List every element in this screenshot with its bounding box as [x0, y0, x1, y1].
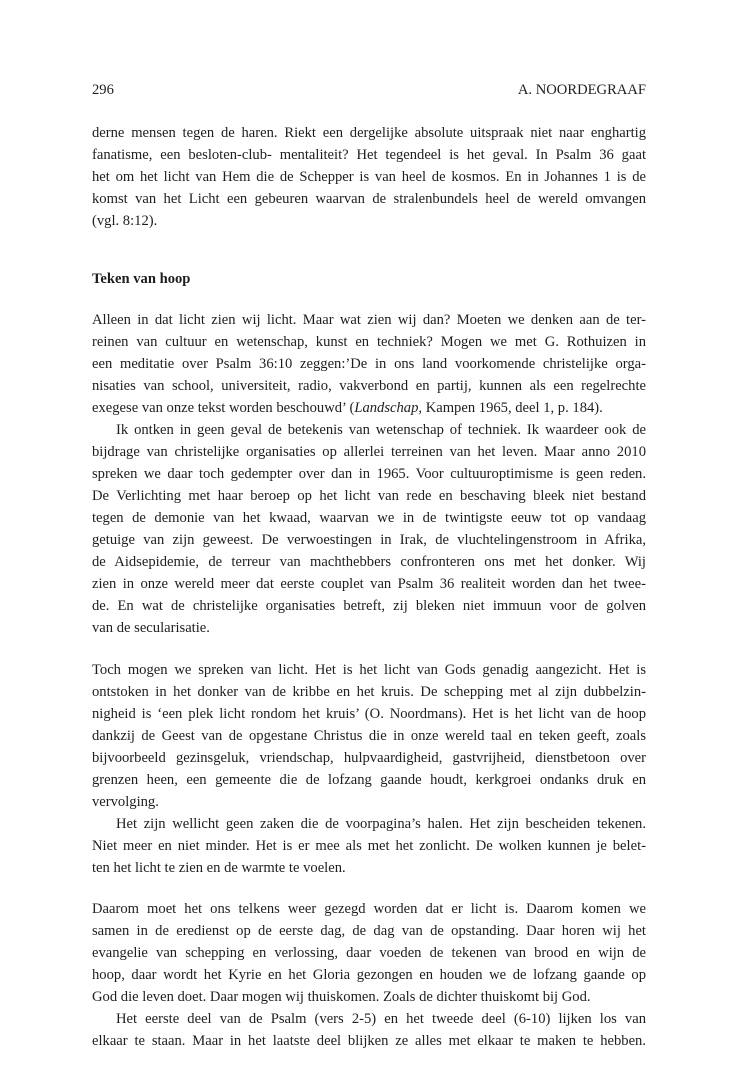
text-line: derne mensen tegen de haren. Riekt een dergelijke absolute uitspraak niet naar enghartig [92, 125, 646, 141]
text-line: Ik ontken in geen geval de betekenis van wetenschap of techniek. Ik waardeer ook de [116, 422, 646, 438]
book-title: Landschap [354, 400, 419, 416]
text-line: vervolging. [92, 794, 159, 810]
text-line: komst van het Licht een gebeuren waarvan de stralenbundels heel de wereld omvangen [92, 191, 646, 207]
text-line: samen in de eredienst op de eerste dag, de dag van de opstanding. Daar horen wij het [92, 923, 646, 939]
text-line: getuige van zijn geweest. De verwoestingen in Irak, de vluchtelingenstroom in Afrika, [92, 532, 646, 548]
page-header [92, 80, 646, 100]
text-line: een meditatie over Psalm 36:10 zeggen:’De in ons land voorkomende christelijke orga- [92, 356, 646, 372]
text-line: God die leven doet. Daar mogen wij thuiskomen. Zoals de dichter thuiskomt bij God. [92, 989, 591, 1005]
text-line: dankzij de Geest van de opgestane Christus die in onze wereld taal en teken geeft, zoals [92, 728, 646, 744]
text-line: spreken we daar toch gedempter over dan in 1965. Voor cultuuroptimisme is geen reden. [92, 466, 646, 482]
text-line: Alleen in dat licht zien wij licht. Maar wat zien wij dan? Moeten we denken aan de ter- [92, 312, 646, 328]
page-number: 296 [92, 82, 114, 98]
text-line: bijvoorbeeld gezinsgeluk, vriendschap, hulpvaardigheid, gastvrijheid, dienstbetoon over [92, 750, 646, 766]
text-line: de. En wat de christelijke organisaties betreft, zij bleken niet immuun voor de golven [92, 598, 646, 614]
text-line: nisaties van school, universiteit, radio, vakverbond en partij, kunnen als een regelrechte [92, 378, 646, 394]
text-line: Het zijn wellicht geen zaken die de voorpagina’s halen. Het zijn bescheiden tekenen. [116, 816, 646, 832]
text-line: Het eerste deel van de Psalm (vers 2-5) en het tweede deel (6-10) lijken los van [116, 1011, 646, 1027]
text-line: bijdrage van christelijke organisaties op allerlei terreinen van het leven. Maar anno 2010 [92, 444, 646, 460]
text-fragment: , Kampen 1965, deel 1, p. 184). [418, 400, 603, 416]
text-line: van de secularisatie. [92, 620, 210, 636]
text-line: De Verlichting met haar beroep op het licht van rede en beschaving bleek niet bestand [92, 488, 646, 504]
text-line: tegen de demonie van het kwaad, waarvan we in de twintigste eeuw tot op vandaag [92, 510, 646, 526]
text-line: fanatisme, een besloten-club- mentaliteit? Het tegendeel is het geval. In Psalm 36 gaat [92, 147, 646, 163]
text-line: reinen van cultuur en wetenschap, kunst en techniek? Mogen we met G. Rothuizen in [92, 334, 646, 350]
text-line: zien in onze wereld meer dat eerste couplet van Psalm 36 realiteit worden dan het twee- [92, 576, 646, 592]
text-line: Niet meer en niet minder. Het is er mee als met het zonlicht. De wolken kunnen je belet- [92, 838, 646, 854]
text-line: ontstoken in het donker van de kribbe en het kruis. De schepping met al zijn dubbelzin- [92, 684, 646, 700]
text-line: de Aidsepidemie, de terreur van machthebbers confronteren ons met het donker. Wij [92, 554, 646, 570]
text-fragment: exegese van onze tekst worden beschouwd’ ( [92, 400, 355, 416]
section-heading: Teken van hoop [92, 271, 191, 287]
text-line: ten het licht te zien en de warmte te voelen. [92, 860, 346, 876]
text-line-with-citation [92, 397, 646, 419]
text-line: evangelie van schepping en verlossing, daar voeden de tekenen van brood en wijn de [92, 945, 646, 961]
text-line: Daarom moet het ons telkens weer gezegd worden dat er licht is. Daarom komen we [92, 901, 646, 917]
text-line: hoop, daar wordt het Kyrie en het Gloria gezongen en houden we de lofzang gaande op [92, 967, 646, 983]
text-line: grenzen heen, een gemeente die de lofzang gaande houdt, kerkgroei ondanks druk en [92, 772, 646, 788]
text-line: elkaar te staan. Maar in het laatste deel blijken ze alles met elkaar te maken te hebben. [92, 1033, 646, 1049]
running-head: A. NOORDEGRAAF [517, 82, 646, 98]
text-line: (vgl. 8:12). [92, 213, 158, 229]
text-line: het om het licht van Hem die de Schepper is van heel de kosmos. En in Johannes 1 is de [92, 169, 646, 185]
text-line: nigheid is ‘een plek licht rondom het kruis’ (O. Noordmans). Het is het licht van de hoop [92, 706, 646, 722]
text-line: Toch mogen we spreken van licht. Het is het licht van Gods genadig aangezicht. Het is [92, 662, 646, 678]
